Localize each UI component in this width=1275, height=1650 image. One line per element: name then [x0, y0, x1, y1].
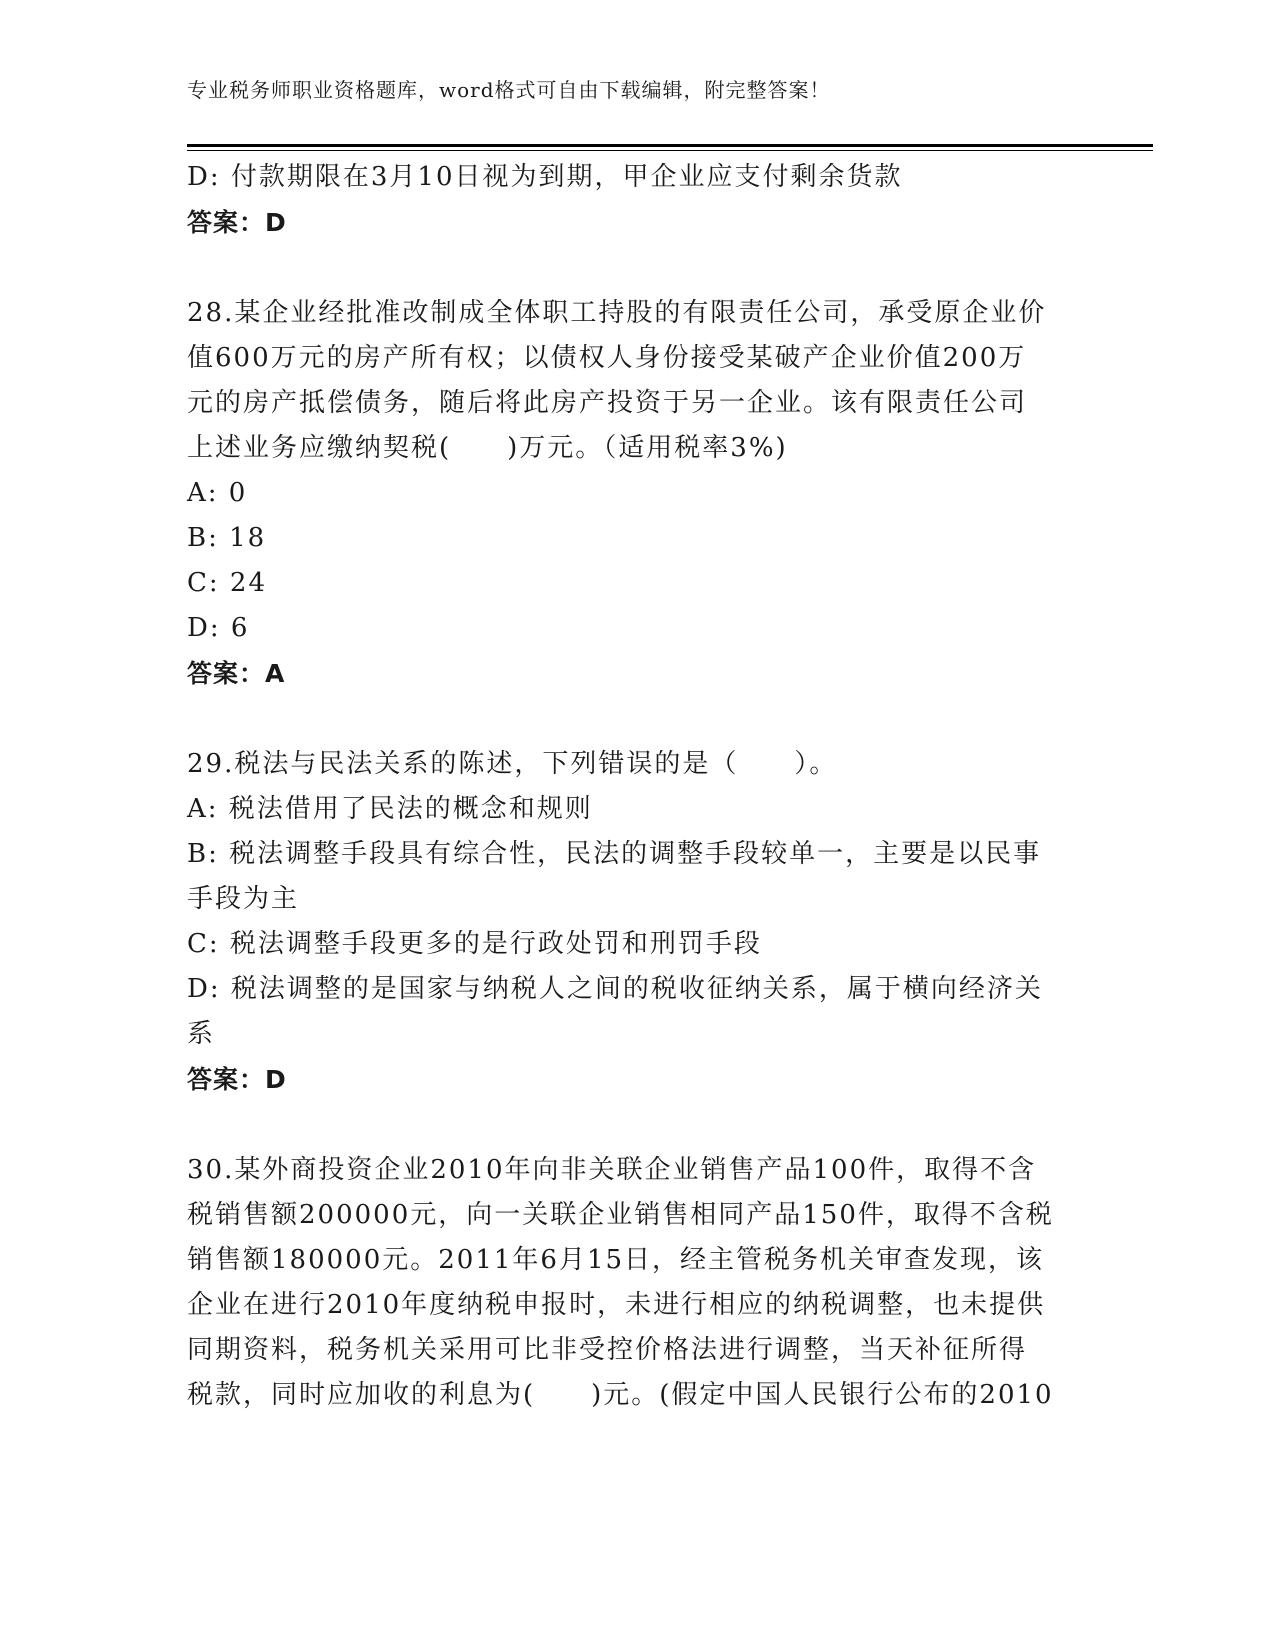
- spacer: [187, 696, 1087, 742]
- header-rule-thin: [187, 150, 1153, 151]
- question-29-option-c: C: 税法调整手段更多的是行政处罚和刑罚手段: [187, 929, 762, 959]
- question-28-answer: 答案：A: [187, 659, 286, 688]
- question-30: [187, 1148, 1087, 1418]
- question-29-option-b: B: 税法调整手段具有综合性，民法的调整手段较单一，主要是以民事: [187, 839, 1042, 869]
- question-29-line-1: 29.税法与民法关系的陈述，下列错误的是（ ）。: [187, 749, 838, 779]
- header-rule-thick: [187, 144, 1153, 147]
- question-30-line-5: 同期资料，税务机关采用可比非受控价格法进行调整，当天补征所得: [187, 1335, 1028, 1365]
- page-header: 专业税务师职业资格题库，word格式可自由下载编辑，附完整答案！: [187, 78, 831, 102]
- question-30-line-3: 销售额180000元。2011年6月15日，经主管税务机关审查发现，该: [187, 1245, 1045, 1275]
- question-29-option-d: D: 税法调整的是国家与纳税人之间的税收征纳关系，属于横向经济关: [187, 974, 1043, 1004]
- question-28-option-d: D: 6: [187, 613, 250, 643]
- question-30-line-4: 企业在进行2010年度纳税申报时，未进行相应的纳税调整，也未提供: [187, 1290, 1046, 1320]
- question-28-line-3: 元的房产抵偿债务，随后将此房产投资于另一企业。该有限责任公司: [187, 388, 1028, 418]
- prev-option-d: D: 付款期限在3月10日视为到期，甲企业应支付剩余货款: [187, 162, 903, 192]
- question-28: [187, 291, 1087, 696]
- question-28-line-2: 值600万元的房产所有权；以债权人身份接受某破产企业价值200万: [187, 343, 1027, 373]
- question-29-answer: 答案：D: [187, 1065, 287, 1094]
- spacer: [187, 245, 1087, 291]
- question-29: [187, 742, 1087, 1102]
- question-30-line-1: 30.某外商投资企业2010年向非关联企业销售产品100件，取得不含: [187, 1155, 1037, 1185]
- question-28-line-4: 上述业务应缴纳契税( )万元。（适用税率3%): [187, 433, 788, 463]
- question-29-option-d-cont: 系: [187, 1019, 216, 1049]
- prev-answer: 答案：D: [187, 208, 287, 237]
- question-28-line-1: 28.某企业经批准改制成全体职工持股的有限责任公司，承受原企业价: [187, 298, 1047, 328]
- question-28-option-b: B: 18: [187, 523, 267, 553]
- question-29-option-b-cont: 手段为主: [187, 884, 300, 914]
- question-30-line-2: 税销售额200000元，向一关联企业销售相同产品150件，取得不含税: [187, 1200, 1054, 1230]
- question-30-line-6: 税款，同时应加收的利息为( )元。(假定中国人民银行公布的2010: [187, 1380, 1054, 1410]
- document-body: [187, 155, 1087, 1418]
- question-28-option-c: C: 24: [187, 568, 268, 598]
- spacer: [187, 1102, 1087, 1148]
- question-28-option-a: A: 0: [187, 478, 248, 508]
- question-29-option-a: A: 税法借用了民法的概念和规则: [187, 794, 593, 824]
